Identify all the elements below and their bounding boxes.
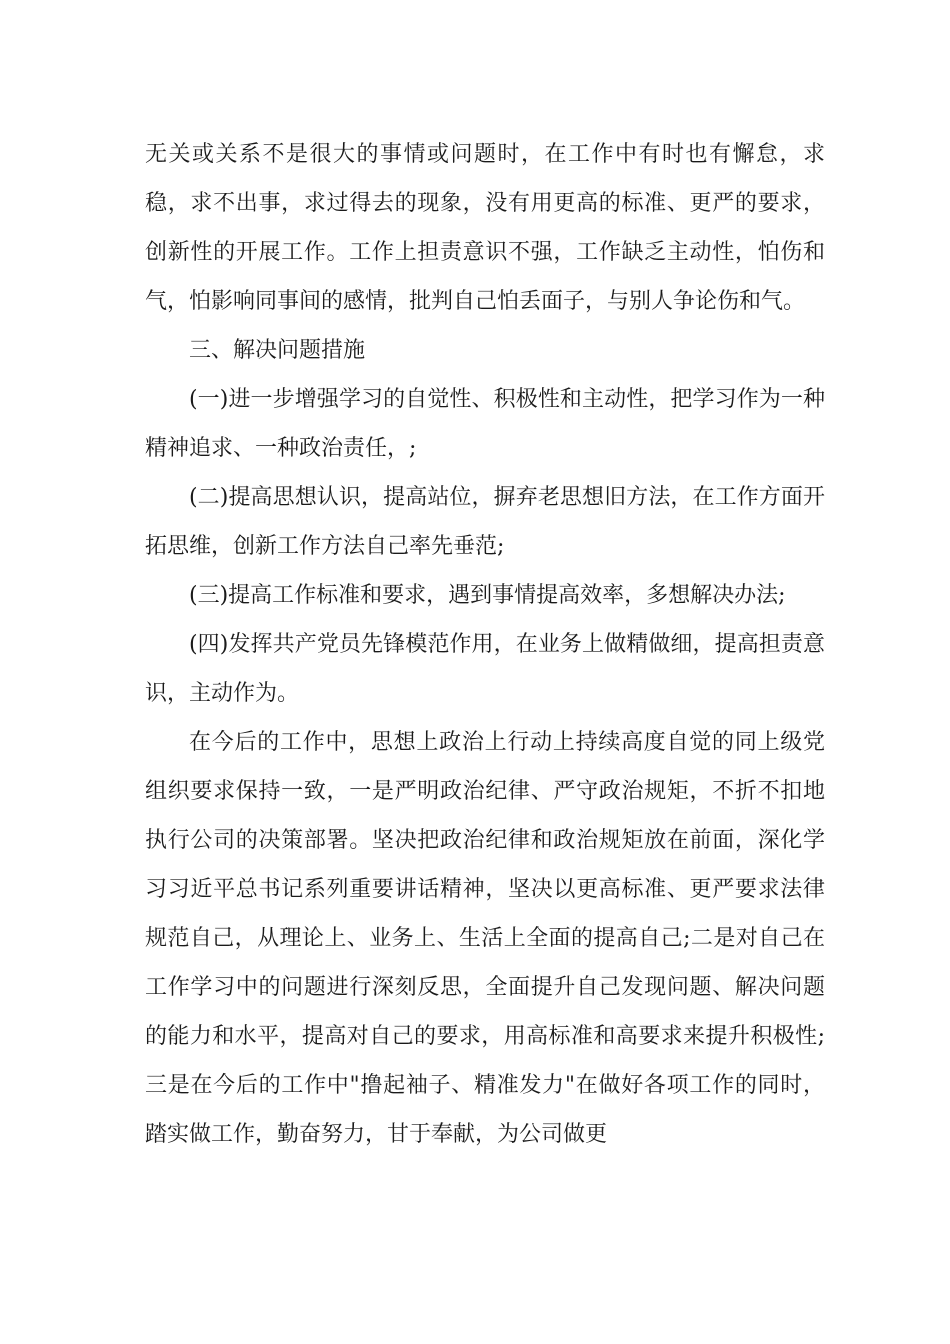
document-body xyxy=(145,130,825,1159)
measure-item-2: (二)提高思想认识，提高站位，摒弃老思想旧方法，在工作方面开拓思维，创新工作方法自己率先垂范; xyxy=(145,485,825,559)
measure-item-3: (三)提高工作标准和要求，遇到事情提高效率，多想解决办法; xyxy=(189,583,786,608)
paragraph-future-work: 在今后的工作中，思想上政治上行动上持续高度自觉的同上级党组织要求保持一致，一是严明政治纪律、严守政治规矩，不折不扣地执行公司的决策部署。坚决把政治纪律和政治规矩放在前面，深化学习习近平总书记系列重要讲话精神，坚决以更高标准、更严要求法律规范自己，从理论上、业务上、生活上全面的提高自己;二是对自己在工作学习中的问题进行深刻反思，全面提升自己发现问题、解决问题的能力和水平，提高对自己的要求，用高标准和高要求来提升积极性;三是在今后的工作中"撸起袖子、精准发力"在做好各项工作的同时，踏实做工作，勤奋努力，甘于奉献，为公司做更 xyxy=(145,730,825,1147)
section-heading: 三、解决问题措施 xyxy=(189,338,366,363)
paragraph-continuation: 无关或关系不是很大的事情或问题时，在工作中有时也有懈怠，求稳，求不出事，求过得去的现象，没有用更高的标准、更严的要求，创新性的开展工作。工作上担责意识不强，工作缺乏主动性，怕伤和气，怕影响同事间的感情，批判自己怕丢面子，与别人争论伤和气。 xyxy=(145,142,825,314)
measure-item-4: (四)发挥共产党员先锋模范作用，在业务上做精做细，提高担责意识，主动作为。 xyxy=(145,632,825,706)
measure-item-1: (一)进一步增强学习的自觉性、积极性和主动性，把学习作为一种精神追求、一种政治责任，; xyxy=(145,387,825,461)
